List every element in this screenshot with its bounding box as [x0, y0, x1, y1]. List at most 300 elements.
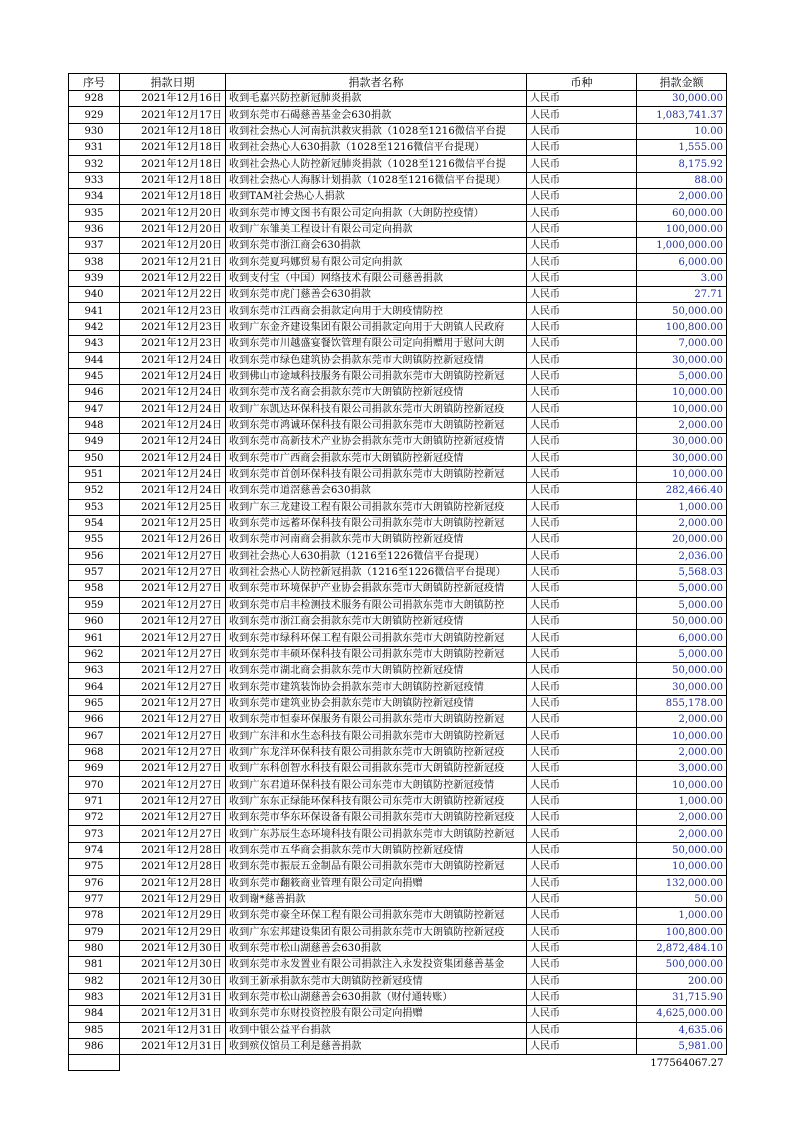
- currency-cell: 人民币: [527, 761, 637, 777]
- donor-cell: 收到东莞市永发置业有限公司捐款注入永发投资集团慈善基金: [226, 957, 527, 973]
- currency-cell: 人民币: [527, 254, 637, 270]
- serial-cell: 976: [69, 875, 120, 891]
- amount-cell: 8,175.92: [637, 156, 727, 172]
- date-cell: 2021年12月28日: [120, 842, 226, 858]
- amount-cell: 10,000.00: [637, 728, 727, 744]
- currency-cell: 人民币: [527, 630, 637, 646]
- date-cell: 2021年12月20日: [120, 205, 226, 221]
- donor-cell: 收到东莞市河南商会捐款东莞市大朗镇防控新冠疫情: [226, 532, 527, 548]
- table-row: [69, 695, 727, 711]
- amount-cell: 2,000.00: [637, 515, 727, 531]
- currency-cell: 人民币: [527, 810, 637, 826]
- table-row: [69, 532, 727, 548]
- amount-cell: 27.71: [637, 287, 727, 303]
- date-cell: 2021年12月27日: [120, 777, 226, 793]
- date-cell: 2021年12月29日: [120, 924, 226, 940]
- amount-cell: 30,000.00: [637, 91, 727, 107]
- date-cell: 2021年12月21日: [120, 254, 226, 270]
- donor-cell: 收到东莞市启丰检测技术服务有限公司捐款东莞市大朗镇防控: [226, 597, 527, 613]
- table-row: [69, 287, 727, 303]
- currency-cell: 人民币: [527, 663, 637, 679]
- date-cell: 2021年12月17日: [120, 107, 226, 123]
- amount-cell: 5,000.00: [637, 581, 727, 597]
- currency-cell: 人民币: [527, 728, 637, 744]
- donor-cell: 收到社会热心人海豚计划捐款（1028至1216微信平台提现）: [226, 172, 527, 188]
- table-row: [69, 859, 727, 875]
- serial-cell: 983: [69, 989, 120, 1005]
- currency-cell: 人民币: [527, 679, 637, 695]
- date-cell: 2021年12月27日: [120, 679, 226, 695]
- date-cell: 2021年12月18日: [120, 123, 226, 139]
- currency-cell: 人民币: [527, 777, 637, 793]
- table-row: [69, 564, 727, 580]
- amount-cell: 2,000.00: [637, 744, 727, 760]
- serial-cell: 959: [69, 597, 120, 613]
- donor-cell: 收到毛嘉兴防控新冠肺炎捐款: [226, 91, 527, 107]
- total-spacer: [226, 1055, 527, 1071]
- table-row: [69, 973, 727, 989]
- currency-cell: 人民币: [527, 793, 637, 809]
- donor-cell: 收到东莞市川越盛宴餐饮管理有限公司定向捐赠用于慰问大朗: [226, 336, 527, 352]
- currency-cell: 人民币: [527, 156, 637, 172]
- donor-cell: 收到东莞市远蓄环保科技有限公司捐款东莞市大朗镇防控新冠: [226, 515, 527, 531]
- date-cell: 2021年12月30日: [120, 957, 226, 973]
- amount-cell: 2,036.00: [637, 548, 727, 564]
- amount-cell: 31,715.90: [637, 989, 727, 1005]
- serial-cell: 971: [69, 793, 120, 809]
- currency-cell: 人民币: [527, 499, 637, 515]
- table-row: [69, 1022, 727, 1038]
- serial-cell: 946: [69, 385, 120, 401]
- table-row: [69, 793, 727, 809]
- donor-cell: 收到TAM社会热心人捐款: [226, 189, 527, 205]
- serial-cell: 942: [69, 319, 120, 335]
- date-cell: 2021年12月30日: [120, 973, 226, 989]
- date-cell: 2021年12月27日: [120, 548, 226, 564]
- table-row: [69, 123, 727, 139]
- amount-cell: 50,000.00: [637, 663, 727, 679]
- currency-cell: 人民币: [527, 940, 637, 956]
- donor-cell: 收到东莞市环境保护产业协会捐款东莞市大朗镇防控新冠疫情: [226, 581, 527, 597]
- amount-cell: 7,000.00: [637, 336, 727, 352]
- serial-cell: 941: [69, 303, 120, 319]
- date-cell: 2021年12月18日: [120, 140, 226, 156]
- table-row: [69, 352, 727, 368]
- amount-cell: 5,981.00: [637, 1038, 727, 1054]
- amount-cell: 1,555.00: [637, 140, 727, 156]
- serial-cell: 935: [69, 205, 120, 221]
- date-cell: 2021年12月27日: [120, 728, 226, 744]
- currency-cell: 人民币: [527, 842, 637, 858]
- serial-cell: 965: [69, 695, 120, 711]
- currency-cell: 人民币: [527, 875, 637, 891]
- amount-cell: 2,000.00: [637, 417, 727, 433]
- serial-cell: 940: [69, 287, 120, 303]
- date-cell: 2021年12月24日: [120, 450, 226, 466]
- currency-cell: 人民币: [527, 1006, 637, 1022]
- date-cell: 2021年12月27日: [120, 564, 226, 580]
- table-row: [69, 270, 727, 286]
- serial-cell: 978: [69, 908, 120, 924]
- amount-cell: 5,568.03: [637, 564, 727, 580]
- donor-cell: 收到东莞市高新技术产业协会捐款东莞市大朗镇防控新冠疫情: [226, 434, 527, 450]
- table-row: [69, 450, 727, 466]
- donor-cell: 收到东莞市绿科环保工程有限公司捐款东莞市大朗镇防控新冠: [226, 630, 527, 646]
- serial-cell: 944: [69, 352, 120, 368]
- table-row: [69, 434, 727, 450]
- amount-cell: 200.00: [637, 973, 727, 989]
- serial-cell: 950: [69, 450, 120, 466]
- amount-cell: 10,000.00: [637, 859, 727, 875]
- table-row: [69, 597, 727, 613]
- table-row: [69, 140, 727, 156]
- amount-cell: 282,466.40: [637, 483, 727, 499]
- donor-cell: 收到东莞市浙江商会捐款东莞市大朗镇防控新冠疫情: [226, 614, 527, 630]
- donor-cell: 收到东莞市茂名商会捐款东莞市大朗镇防控新冠疫情: [226, 385, 527, 401]
- currency-cell: 人民币: [527, 712, 637, 728]
- serial-cell: 974: [69, 842, 120, 858]
- date-cell: 2021年12月27日: [120, 614, 226, 630]
- donor-cell: 收到广东三龙建设工程有限公司捐款东莞市大朗镇防控新冠疫: [226, 499, 527, 515]
- serial-cell: 975: [69, 859, 120, 875]
- date-cell: 2021年12月31日: [120, 1038, 226, 1054]
- table-row: [69, 548, 727, 564]
- serial-cell: 966: [69, 712, 120, 728]
- serial-cell: 930: [69, 123, 120, 139]
- amount-cell: 2,000.00: [637, 189, 727, 205]
- amount-cell: 1,083,741.37: [637, 107, 727, 123]
- serial-cell: 945: [69, 368, 120, 384]
- table-row: [69, 303, 727, 319]
- currency-cell: 人民币: [527, 385, 637, 401]
- table-row: [69, 515, 727, 531]
- donor-cell: 收到王新承捐款东莞市大朗镇防控新冠疫情: [226, 973, 527, 989]
- header-serial: 序号: [69, 74, 120, 91]
- currency-cell: 人民币: [527, 352, 637, 368]
- currency-cell: 人民币: [527, 532, 637, 548]
- table-row: [69, 91, 727, 107]
- date-cell: 2021年12月18日: [120, 189, 226, 205]
- currency-cell: 人民币: [527, 1038, 637, 1054]
- amount-cell: 100,800.00: [637, 319, 727, 335]
- currency-cell: 人民币: [527, 303, 637, 319]
- donor-cell: 收到东莞市豪全环保工程有限公司捐款东莞市大朗镇防控新冠: [226, 908, 527, 924]
- amount-cell: 4,635.06: [637, 1022, 727, 1038]
- table-row: [69, 810, 727, 826]
- donor-cell: 收到东莞市道滘慈善会630捐款: [226, 483, 527, 499]
- table-row: [69, 254, 727, 270]
- donor-cell: 收到广东沣和水生态科技有限公司捐款东莞市大朗镇防控新冠: [226, 728, 527, 744]
- amount-cell: 50.00: [637, 891, 727, 907]
- serial-cell: 961: [69, 630, 120, 646]
- date-cell: 2021年12月29日: [120, 891, 226, 907]
- amount-cell: 10,000.00: [637, 385, 727, 401]
- table-row: [69, 499, 727, 515]
- table-row: [69, 385, 727, 401]
- donor-cell: 收到东莞市丰硕环保科技有限公司捐款东莞市大朗镇防控新冠: [226, 646, 527, 662]
- table-row: [69, 761, 727, 777]
- donor-cell: 收到社会热心人防控新冠捐款（1216至1226微信平台提现）: [226, 564, 527, 580]
- amount-cell: 1,000,000.00: [637, 238, 727, 254]
- date-cell: 2021年12月24日: [120, 385, 226, 401]
- serial-cell: 964: [69, 679, 120, 695]
- serial-cell: 968: [69, 744, 120, 760]
- currency-cell: 人民币: [527, 973, 637, 989]
- date-cell: 2021年12月27日: [120, 744, 226, 760]
- currency-cell: 人民币: [527, 924, 637, 940]
- table-row: [69, 614, 727, 630]
- donor-cell: 收到东莞市松山湖慈善会630捐款（财付通转账）: [226, 989, 527, 1005]
- table-header: [69, 74, 727, 91]
- table-row: [69, 172, 727, 188]
- currency-cell: 人民币: [527, 368, 637, 384]
- amount-cell: 5,000.00: [637, 597, 727, 613]
- currency-cell: 人民币: [527, 140, 637, 156]
- currency-cell: 人民币: [527, 597, 637, 613]
- table-row: [69, 891, 727, 907]
- donor-cell: 收到东莞市绿色建筑协会捐款东莞市大朗镇防控新冠疫情: [226, 352, 527, 368]
- amount-cell: 2,872,484.10: [637, 940, 727, 956]
- amount-cell: 88.00: [637, 172, 727, 188]
- table-row: [69, 238, 727, 254]
- currency-cell: 人民币: [527, 417, 637, 433]
- donor-cell: 收到东莞市浙江商会630捐款: [226, 238, 527, 254]
- serial-cell: 928: [69, 91, 120, 107]
- amount-cell: 855,178.00: [637, 695, 727, 711]
- table-row: [69, 221, 727, 237]
- donor-cell: 收到广东金齐建设集团有限公司捐款定向用于大朗镇人民政府: [226, 319, 527, 335]
- table-row: [69, 826, 727, 842]
- amount-cell: 6,000.00: [637, 254, 727, 270]
- currency-cell: 人民币: [527, 205, 637, 221]
- donor-cell: 收到东莞市虎门慈善会630捐款: [226, 287, 527, 303]
- amount-cell: 4,625,000.00: [637, 1006, 727, 1022]
- currency-cell: 人民币: [527, 172, 637, 188]
- amount-cell: 132,000.00: [637, 875, 727, 891]
- serial-cell: 953: [69, 499, 120, 515]
- serial-cell: 952: [69, 483, 120, 499]
- serial-cell: 972: [69, 810, 120, 826]
- table-row: [69, 957, 727, 973]
- table-row: [69, 744, 727, 760]
- header-donor: 捐款者名称: [226, 74, 527, 91]
- date-cell: 2021年12月16日: [120, 91, 226, 107]
- serial-cell: 970: [69, 777, 120, 793]
- currency-cell: 人民币: [527, 957, 637, 973]
- table-row: [69, 466, 727, 482]
- amount-cell: 5,000.00: [637, 368, 727, 384]
- date-cell: 2021年12月20日: [120, 238, 226, 254]
- date-cell: 2021年12月22日: [120, 287, 226, 303]
- date-cell: 2021年12月20日: [120, 221, 226, 237]
- donor-cell: 收到东莞夏玛娜贸易有限公司定向捐款: [226, 254, 527, 270]
- donor-cell: 收到广东苏辰生态环境科技有限公司捐款东莞市大朗镇防控新冠: [226, 826, 527, 842]
- serial-cell: 969: [69, 761, 120, 777]
- table-row: [69, 712, 727, 728]
- table-row: [69, 630, 727, 646]
- date-cell: 2021年12月27日: [120, 646, 226, 662]
- donor-cell: 收到东莞市广西商会捐款东莞市大朗镇防控新冠疫情: [226, 450, 527, 466]
- currency-cell: 人民币: [527, 581, 637, 597]
- currency-cell: 人民币: [527, 238, 637, 254]
- amount-cell: 50,000.00: [637, 303, 727, 319]
- date-cell: 2021年12月29日: [120, 908, 226, 924]
- header-amount: 捐款金额: [637, 74, 727, 91]
- currency-cell: 人民币: [527, 450, 637, 466]
- serial-cell: 984: [69, 1006, 120, 1022]
- table-row: [69, 679, 727, 695]
- amount-cell: 50,000.00: [637, 842, 727, 858]
- currency-cell: 人民币: [527, 1022, 637, 1038]
- serial-cell: 963: [69, 663, 120, 679]
- date-cell: 2021年12月27日: [120, 581, 226, 597]
- date-cell: 2021年12月24日: [120, 401, 226, 417]
- header-currency: 币种: [527, 74, 637, 91]
- serial-cell: 986: [69, 1038, 120, 1054]
- table-row: [69, 1038, 727, 1054]
- serial-cell: 932: [69, 156, 120, 172]
- donor-cell: 收到东莞市江西商会捐款定向用于大朗疫情防控: [226, 303, 527, 319]
- currency-cell: 人民币: [527, 270, 637, 286]
- currency-cell: 人民币: [527, 548, 637, 564]
- serial-cell: 937: [69, 238, 120, 254]
- serial-cell: 943: [69, 336, 120, 352]
- table-row: [69, 875, 727, 891]
- amount-cell: 1,000.00: [637, 499, 727, 515]
- serial-cell: 929: [69, 107, 120, 123]
- table-row: [69, 777, 727, 793]
- amount-cell: 100,000.00: [637, 221, 727, 237]
- currency-cell: 人民币: [527, 989, 637, 1005]
- table-row: [69, 483, 727, 499]
- amount-cell: 500,000.00: [637, 957, 727, 973]
- date-cell: 2021年12月27日: [120, 810, 226, 826]
- serial-cell: 933: [69, 172, 120, 188]
- table-row: [69, 156, 727, 172]
- table-row: [69, 107, 727, 123]
- date-cell: 2021年12月24日: [120, 483, 226, 499]
- currency-cell: 人民币: [527, 401, 637, 417]
- amount-cell: 3.00: [637, 270, 727, 286]
- donor-cell: 收到东莞市石碣慈善基金会630捐款: [226, 107, 527, 123]
- donor-cell: 收到东莞市翻筱商业管理有限公司定向捐赠: [226, 875, 527, 891]
- donor-cell: 收到东莞市首创环保科技有限公司捐款东莞市大朗镇防控新冠: [226, 466, 527, 482]
- amount-cell: 10,000.00: [637, 466, 727, 482]
- date-cell: 2021年12月27日: [120, 630, 226, 646]
- table-row: [69, 368, 727, 384]
- currency-cell: 人民币: [527, 483, 637, 499]
- date-cell: 2021年12月23日: [120, 336, 226, 352]
- table-row: [69, 401, 727, 417]
- table-row: [69, 924, 727, 940]
- currency-cell: 人民币: [527, 826, 637, 842]
- table-row: [69, 205, 727, 221]
- table-row: [69, 728, 727, 744]
- serial-cell: 949: [69, 434, 120, 450]
- date-cell: 2021年12月18日: [120, 172, 226, 188]
- currency-cell: 人民币: [527, 319, 637, 335]
- date-cell: 2021年12月31日: [120, 1022, 226, 1038]
- amount-cell: 5,000.00: [637, 646, 727, 662]
- serial-cell: 980: [69, 940, 120, 956]
- donor-cell: 收到东莞市湖北商会捐款东莞市大朗镇防控新冠疫情: [226, 663, 527, 679]
- amount-cell: 30,000.00: [637, 679, 727, 695]
- amount-cell: 6,000.00: [637, 630, 727, 646]
- amount-cell: 10,000.00: [637, 777, 727, 793]
- amount-cell: 100,800.00: [637, 924, 727, 940]
- date-cell: 2021年12月25日: [120, 499, 226, 515]
- donor-cell: 收到广东科创智水科技有限公司捐款东莞市大朗镇防控新冠疫: [226, 761, 527, 777]
- amount-cell: 30,000.00: [637, 450, 727, 466]
- total-row: [69, 1055, 727, 1071]
- serial-cell: 979: [69, 924, 120, 940]
- serial-cell: 955: [69, 532, 120, 548]
- serial-cell: 947: [69, 401, 120, 417]
- serial-cell: 982: [69, 973, 120, 989]
- donor-cell: 收到东莞市鸿诚环保科技有限公司捐款东莞市大朗镇防控新冠: [226, 417, 527, 433]
- date-cell: 2021年12月22日: [120, 270, 226, 286]
- table-body: [69, 91, 727, 1055]
- total-spacer: [120, 1055, 226, 1071]
- donor-cell: 收到广东龙洋环保科技有限公司捐款东莞市大朗镇防控新冠疫: [226, 744, 527, 760]
- currency-cell: 人民币: [527, 695, 637, 711]
- date-cell: 2021年12月27日: [120, 597, 226, 613]
- date-cell: 2021年12月25日: [120, 515, 226, 531]
- table-row: [69, 989, 727, 1005]
- date-cell: 2021年12月24日: [120, 368, 226, 384]
- date-cell: 2021年12月24日: [120, 352, 226, 368]
- serial-cell: 938: [69, 254, 120, 270]
- amount-cell: 20,000.00: [637, 532, 727, 548]
- header-date: 捐款日期: [120, 74, 226, 91]
- date-cell: 2021年12月31日: [120, 989, 226, 1005]
- table-row: [69, 581, 727, 597]
- amount-cell: 2,000.00: [637, 826, 727, 842]
- amount-cell: 30,000.00: [637, 434, 727, 450]
- date-cell: 2021年12月31日: [120, 1006, 226, 1022]
- donor-cell: 收到东莞市博文图书有限公司定向捐款（大朗防控疫情）: [226, 205, 527, 221]
- currency-cell: 人民币: [527, 859, 637, 875]
- total-spacer: [527, 1055, 637, 1071]
- donation-table: [68, 73, 727, 1071]
- donor-cell: 收到社会热心人河南抗洪救灾捐款（1028至1216微信平台提: [226, 123, 527, 139]
- table-row: [69, 663, 727, 679]
- serial-cell: 962: [69, 646, 120, 662]
- total-amount: 177564067.27: [650, 1057, 724, 1069]
- serial-cell: 956: [69, 548, 120, 564]
- donor-cell: 收到东莞市恒泰环保服务有限公司捐款东莞市大朗镇防控新冠: [226, 712, 527, 728]
- serial-cell: 967: [69, 728, 120, 744]
- serial-cell: 977: [69, 891, 120, 907]
- amount-cell: 3,000.00: [637, 761, 727, 777]
- serial-cell: 957: [69, 564, 120, 580]
- currency-cell: 人民币: [527, 123, 637, 139]
- table-row: [69, 189, 727, 205]
- amount-cell: 50,000.00: [637, 614, 727, 630]
- date-cell: 2021年12月23日: [120, 303, 226, 319]
- currency-cell: 人民币: [527, 744, 637, 760]
- serial-cell: 973: [69, 826, 120, 842]
- currency-cell: 人民币: [527, 287, 637, 303]
- donor-cell: 收到广东东正绿能环保科技有限公司东莞市大朗镇防控新冠疫: [226, 793, 527, 809]
- donor-cell: 收到中银公益平台捐款: [226, 1022, 527, 1038]
- donor-cell: 收到广东君道环保科技有限公司东莞市大朗镇防控新冠疫情: [226, 777, 527, 793]
- currency-cell: 人民币: [527, 107, 637, 123]
- amount-cell: 60,000.00: [637, 205, 727, 221]
- serial-cell: 981: [69, 957, 120, 973]
- currency-cell: 人民币: [527, 646, 637, 662]
- donor-cell: 收到社会热心人630捐款（1028至1216微信平台提现）: [226, 140, 527, 156]
